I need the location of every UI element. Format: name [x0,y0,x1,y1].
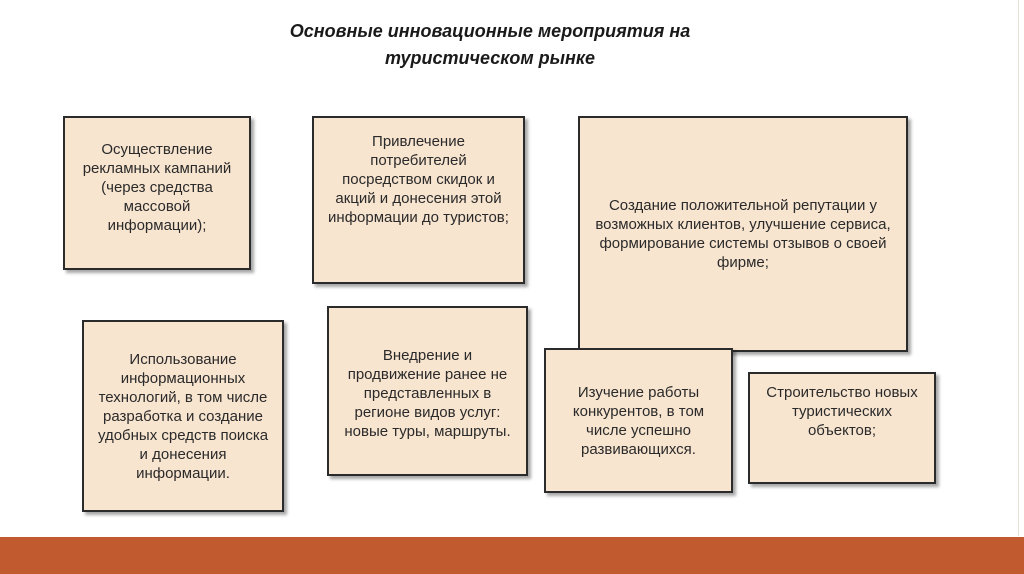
box-text: Внедрение и продвижение ранее не представленных в регионе видов услуг: новые туры, маршруты. [344,346,511,440]
title-line-2: туристическом рынке [384,48,596,68]
bottom-accent-bar [0,537,1024,574]
box-text: Использование информационных технологий, в том числе разработка и создание удобных средств поиска и донесения информации. [97,350,269,482]
box-text: Создание положительной репутации у возможных клиентов, улучшение сервиса, формирование системы отзывов о своей фирме; [595,197,891,271]
box-text: Строительство новых туристических объектов; [766,384,918,439]
box-new-services [327,306,528,476]
box-competitor-analysis [544,348,733,493]
box-construction-objects [748,372,936,484]
box-reputation-service [578,116,908,352]
box-information-technologies [82,320,284,512]
title-line-1: Основные инновационные мероприятия на [289,21,691,41]
box-text: Осуществление рекламных кампаний (через средства массовой информации); [82,141,232,234]
box-text: Привлечение потребителей посредством скидок и акций и донесения этой информации до туристов; [328,133,509,226]
box-advertising-campaigns [63,116,251,270]
box-text: Изучение работы конкурентов, в том числе успешно развивающихся. [572,383,705,458]
slide-edge-line [1018,0,1019,536]
slide-title [200,18,780,72]
box-discounts-promotions [312,116,525,284]
